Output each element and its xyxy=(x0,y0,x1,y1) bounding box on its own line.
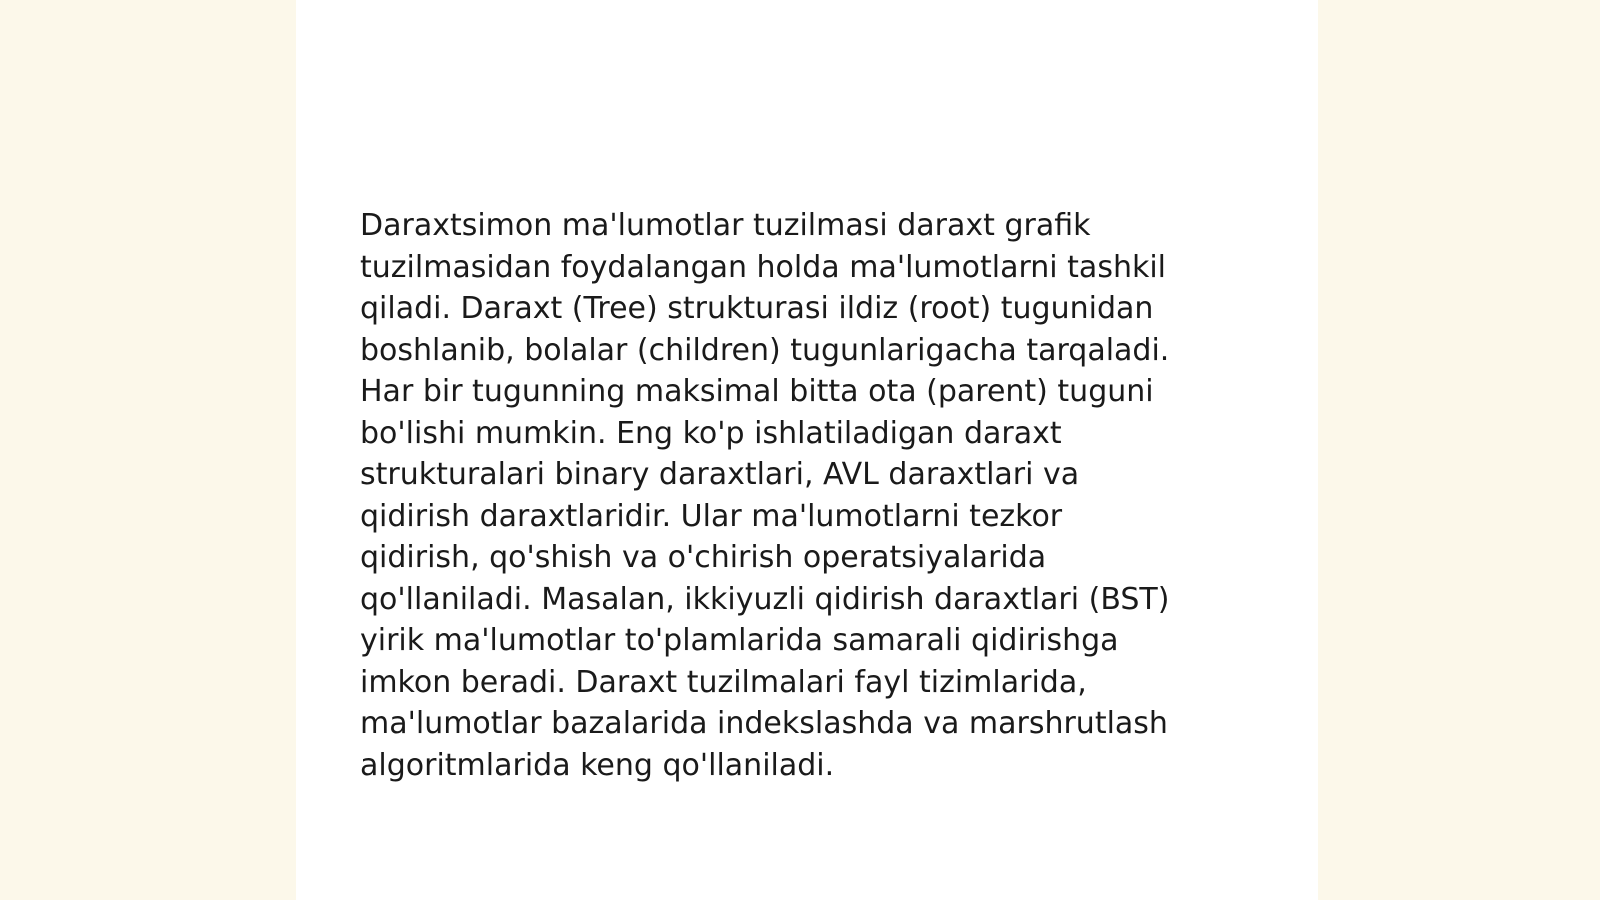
paragraph-line: qo'llaniladi. Masalan, ikkiyuzli qidirish daraxtlari (BST) xyxy=(360,581,1170,617)
paragraph-line: qidirish, qo'shish va o'chirish operatsiyalarida xyxy=(360,540,1047,575)
paragraph-line: yirik ma'lumotlar to'plamlarida samarali qidirishga xyxy=(360,623,1119,658)
paragraph-line: qidirish daraxtlaridir. Ular ma'lumotlarni tezkor xyxy=(360,498,1063,534)
paragraph-line: Daraxtsimon ma'lumotlar tuzilmasi daraxt grafik xyxy=(360,208,1091,243)
paragraph-line: strukturalari binary daraxtlari, AVL daraxtlari va xyxy=(360,457,1080,492)
paragraph-line: tuzilmasidan foydalangan holda ma'lumotlarni tashkil xyxy=(360,249,1167,285)
paragraph xyxy=(360,205,1260,786)
paragraph-line: algoritmlarida keng qo'llaniladi. xyxy=(360,747,835,783)
paragraph-line: boshlanib, bolalar (children) tugunlarigacha tarqaladi. xyxy=(360,332,1170,368)
paragraph-line: Har bir tugunning maksimal bitta ota (parent) tuguni xyxy=(360,374,1154,409)
paragraph-line: imkon beradi. Daraxt tuzilmalari fayl tizimlarida, xyxy=(360,664,1087,700)
paragraph-line: qiladi. Daraxt (Tree) strukturasi ildiz (root) tugunidan xyxy=(360,291,1154,326)
document-page xyxy=(296,0,1318,900)
paragraph-line: ma'lumotlar bazalarida indekslashda va marshrutlash xyxy=(360,706,1168,741)
paragraph-line: bo'lishi mumkin. Eng ko'p ishlatiladigan daraxt xyxy=(360,415,1062,451)
